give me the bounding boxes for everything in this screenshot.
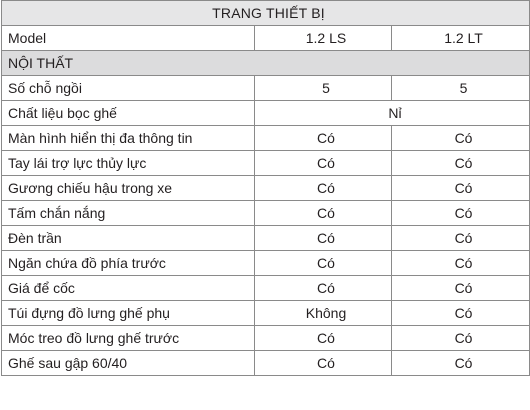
row-label: Ngăn chứa đồ phía trước [2, 251, 255, 276]
table-title: TRANG THIẾT BỊ [2, 1, 530, 26]
row-value-lt: Có [392, 351, 530, 376]
table-row [2, 151, 530, 176]
row-label: Đèn trần [2, 226, 255, 251]
table-row [2, 301, 530, 326]
table-row [2, 326, 530, 351]
row-label: Số chỗ ngồi [2, 76, 255, 101]
model-header-1-2-ls: 1.2 LS [255, 26, 392, 51]
equipment-spec-table [1, 0, 530, 376]
table-row [2, 251, 530, 276]
row-label: Giá để cốc [2, 276, 255, 301]
row-label: Chất liệu bọc ghế [2, 101, 255, 126]
row-value-ls: Có [255, 326, 392, 351]
table-title-row [2, 1, 530, 26]
row-label: Gương chiếu hậu trong xe [2, 176, 255, 201]
row-value-lt: Có [392, 301, 530, 326]
model-header-1-2-lt: 1.2 LT [392, 26, 530, 51]
row-value-lt: Có [392, 176, 530, 201]
row-label: Túi đựng đồ lưng ghế phụ [2, 301, 255, 326]
row-value-lt: Có [392, 251, 530, 276]
row-label: Tay lái trợ lực thủy lực [2, 151, 255, 176]
row-value-ls: Có [255, 226, 392, 251]
table-row [2, 276, 530, 301]
row-value-lt: Có [392, 276, 530, 301]
row-value-lt: Có [392, 326, 530, 351]
model-header-row [2, 26, 530, 51]
table-row [2, 176, 530, 201]
row-value-ls: 5 [255, 76, 392, 101]
row-value-lt: Có [392, 226, 530, 251]
row-value-ls: Không [255, 301, 392, 326]
table-row [2, 201, 530, 226]
row-value-ls: Có [255, 276, 392, 301]
row-value-merged: Nỉ [255, 101, 530, 126]
row-label: Ghế sau gập 60/40 [2, 351, 255, 376]
table-row [2, 126, 530, 151]
table-row [2, 226, 530, 251]
row-value-ls: Có [255, 201, 392, 226]
model-header-label: Model [2, 26, 255, 51]
row-value-lt: Có [392, 126, 530, 151]
row-value-ls: Có [255, 351, 392, 376]
row-label: Tấm chắn nắng [2, 201, 255, 226]
row-value-ls: Có [255, 151, 392, 176]
table-row [2, 101, 530, 126]
section-row-interior [2, 51, 530, 76]
row-value-lt: Có [392, 151, 530, 176]
row-value-lt: 5 [392, 76, 530, 101]
row-value-ls: Có [255, 176, 392, 201]
section-heading: NỘI THẤT [2, 51, 530, 76]
table-row [2, 76, 530, 101]
row-value-lt: Có [392, 201, 530, 226]
row-label: Móc treo đồ lưng ghế trước [2, 326, 255, 351]
row-label: Màn hình hiển thị đa thông tin [2, 126, 255, 151]
row-value-ls: Có [255, 126, 392, 151]
table-row [2, 351, 530, 376]
row-value-ls: Có [255, 251, 392, 276]
